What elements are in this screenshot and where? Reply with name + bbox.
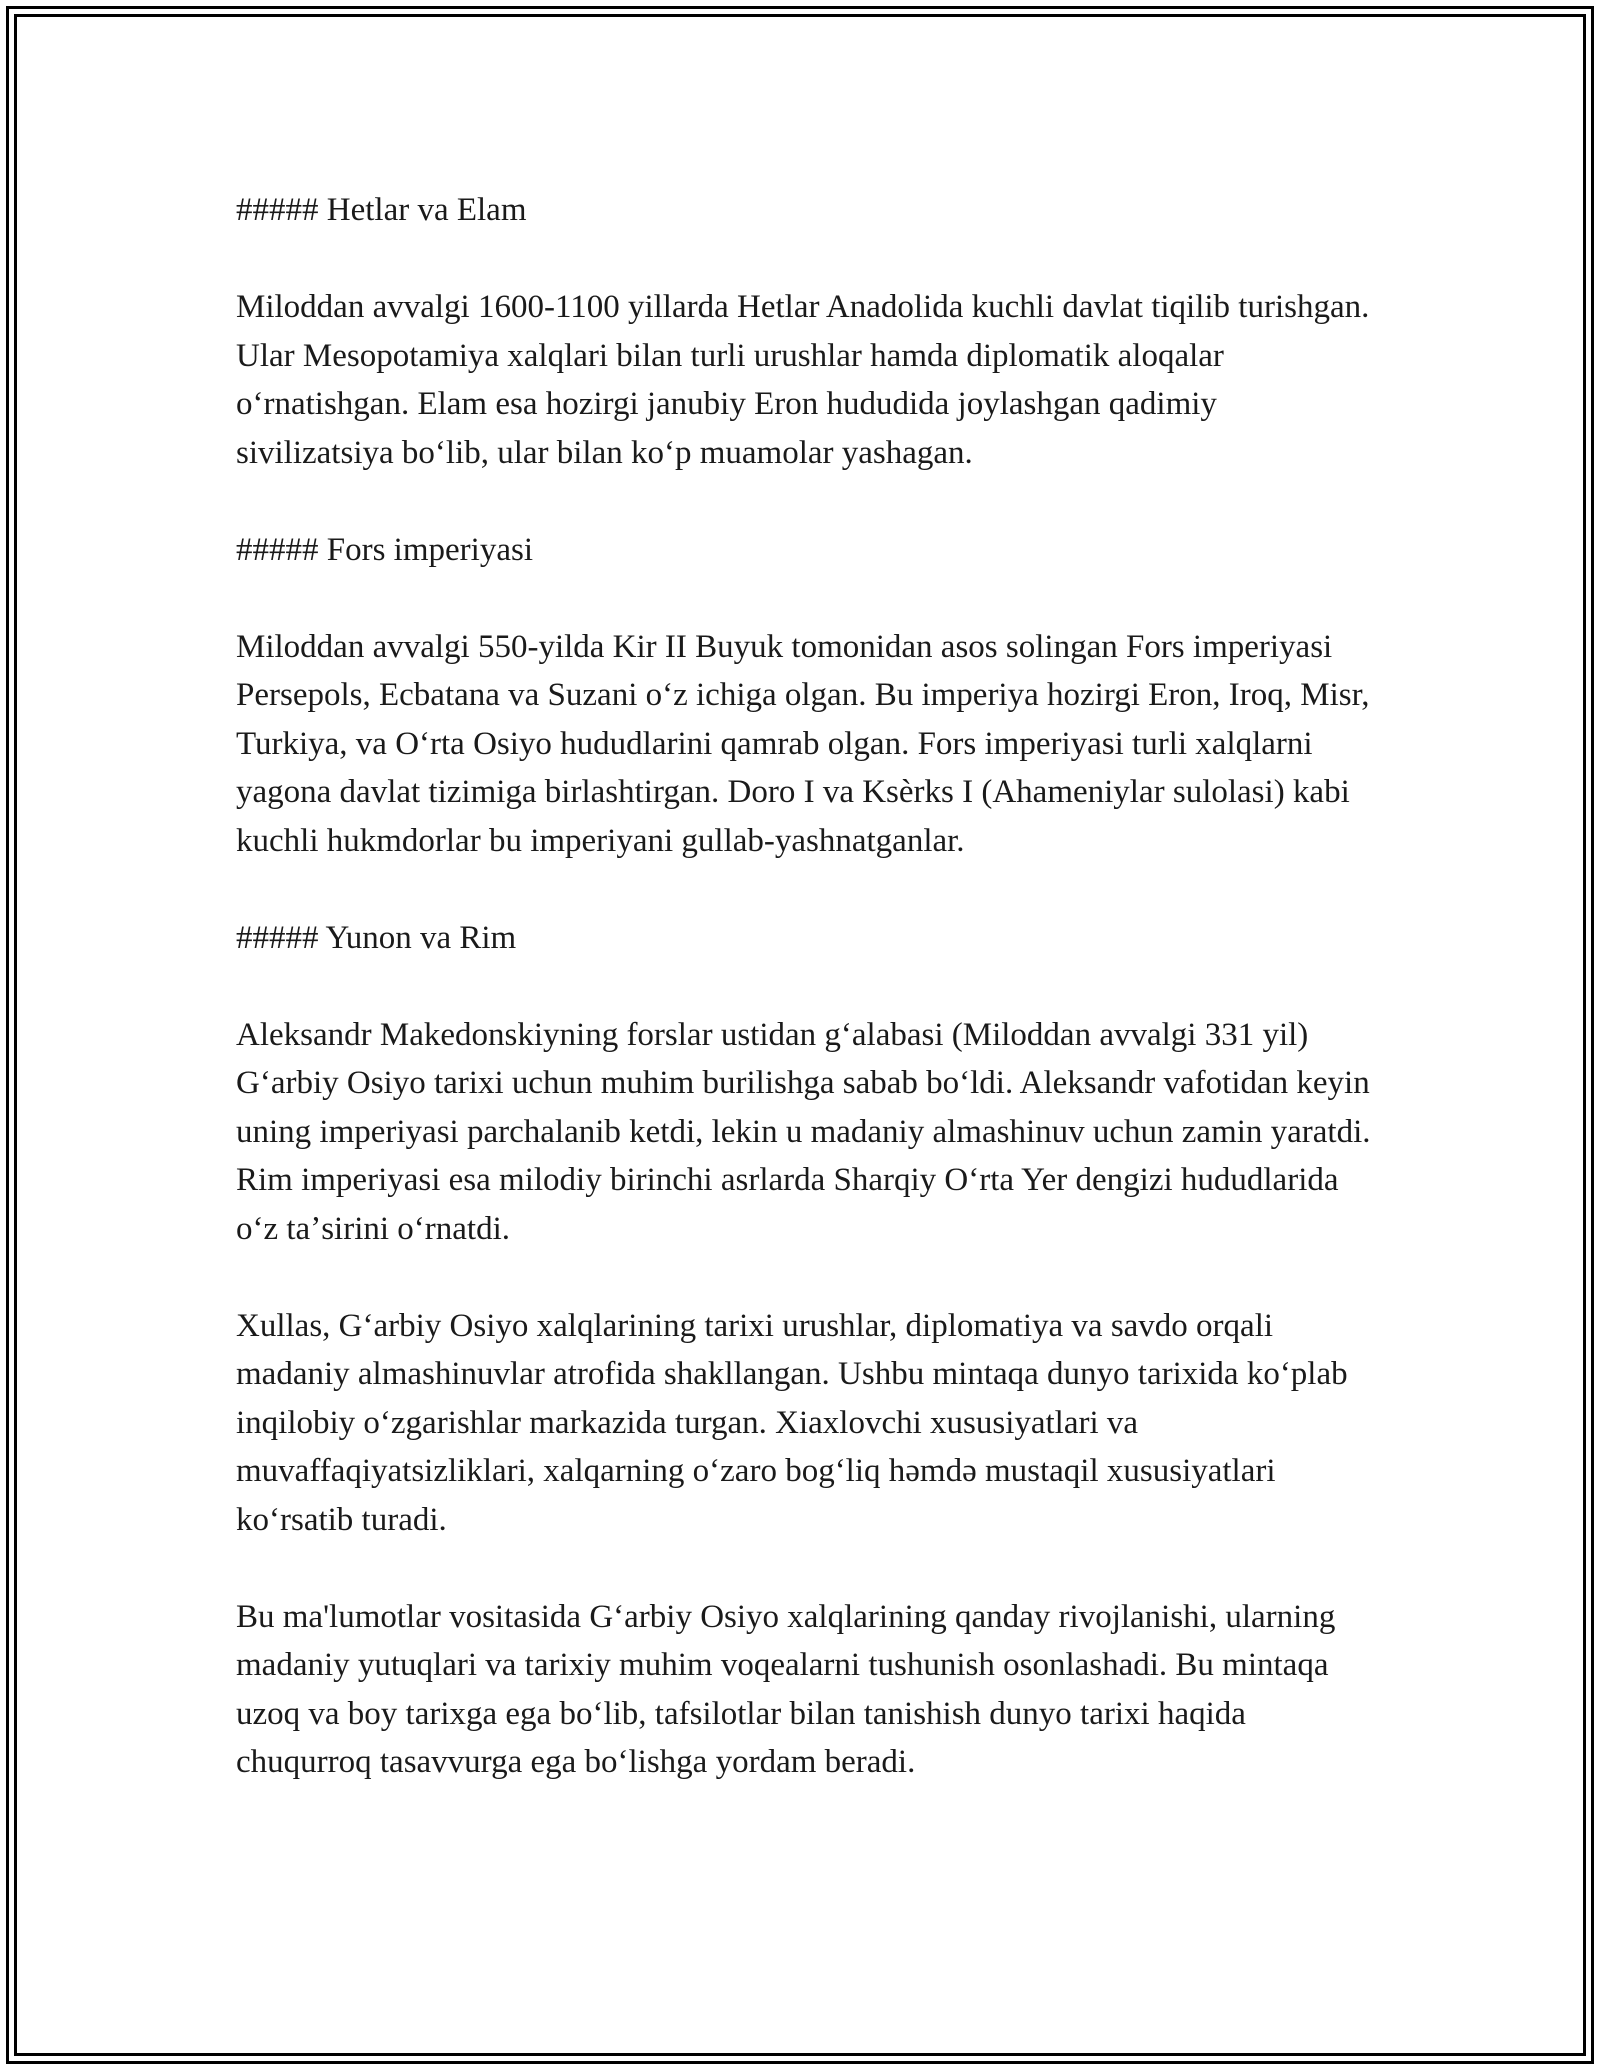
paragraph-yunon-rim: Aleksandr Makedonskiyning forslar ustidan gʻalabasi (Miloddan avvalgi 331 yil) Gʻarbiy Osiyo tarixi uchun muhim burilishga sabab boʻldi. Aleksandr vafotidan keyin uning imperiyasi parchalanib ketdi, lekin u madaniy almashinuv uchun zamin yaratdi. Rim imperiyasi esa milodiy birinchi asrlarda Sharqiy Oʻrta Yer dengizi hududlarida oʻz taʼsirini oʻrnatdi. (236, 1016, 1371, 1247)
paragraph-conclusion: Bu ma'lumotlar vositasida Gʻarbiy Osiyo xalqlarining qanday rivojlanishi, ularning madaniy yutuqlari va tarixiy muhim voqealarni tushunish osonlashadi. Bu mintaqa uzoq va boy tarixga ega boʻlib, tafsilotlar bilan tanishish dunyo tarixi haqida chuqurroq tasavvurga ega boʻlishga yordam beradi. (236, 1598, 1336, 1780)
paragraph-hetlar-elam: Miloddan avvalgi 1600-1100 yillarda Hetlar Anadolida kuchli davlat tiqilib turishgan. Ular Mesopotamiya xalqlari bilan turli urushlar hamda diplomatik aloqalar oʻrnatishgan. Elam esa hozirgi janubiy Eron hududida joylashgan qadimiy sivilizatsiya boʻlib, ular bilan koʻp muamolar yashagan. (236, 289, 1370, 471)
paragraph-xullas: Xullas, Gʻarbiy Osiyo xalqlarining tarixi urushlar, diplomatiya va savdo orqali madaniy almashinuvlar atrofida shakllangan. Ushbu mintaqa dunyo tarixida koʻplab inqilobiy oʻzgarishlar markazida turgan. Xiaxlovchi xususiyatlari va muvaffaqiyatsizliklari, xalqarning oʻzaro bogʻliq həmdə mustaqil xususiyatlari koʻrsatib turadi. (236, 1307, 1348, 1538)
section-heading-hetlar-elam: ##### Hetlar va Elam (236, 192, 527, 228)
section-heading-fors-imperiyasi: ##### Fors imperiyasi (236, 531, 533, 568)
paragraph-fors-imperiyasi: Miloddan avvalgi 550-yilda Kir II Buyuk tomonidan asos solingan Fors imperiyasi Persepols, Ecbatana va Suzani oʻz ichiga olgan. Bu imperiya hozirgi Eron, Iroq, Misr, Turkiya, va Oʻrta Osiyo hududlarini qamrab olgan. Fors imperiyasi turli xalqlarni yagona davlat tizimiga birlashtirgan. Doro I va Ksèrks I (Ahameniylar sulolasi) kabi kuchli hukmdorlar bu imperiyani gullab-yashnatganlar. (236, 628, 1370, 859)
section-heading-yunon-rim: ##### Yunon va Rim (236, 919, 517, 956)
document-body (236, 186, 1376, 1835)
